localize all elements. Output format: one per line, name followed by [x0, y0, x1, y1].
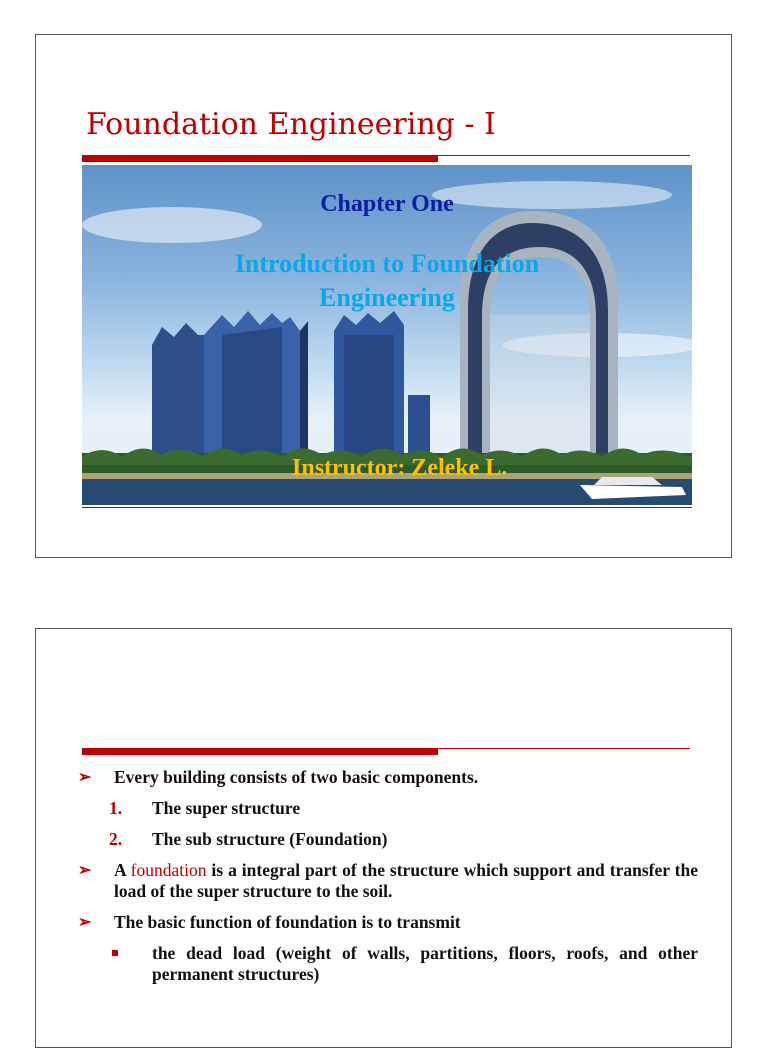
item-text: The sub structure (Foundation)	[152, 829, 388, 849]
arrow-bullet-icon: ➢	[78, 862, 92, 879]
square-bullet-icon	[112, 950, 118, 956]
header-rule-thick	[82, 748, 438, 755]
sub-bullet-text: the dead load (weight of walls, partitions, floors, roofs, and other permanent structures)	[152, 943, 698, 984]
slide-title: Foundation Engineering - I	[86, 107, 496, 142]
arrow-bullet-icon: ➢	[78, 914, 92, 931]
bullet-item	[78, 860, 698, 902]
bullet-text: Every building consists of two basic components.	[114, 767, 479, 787]
title-rule-thin	[438, 155, 690, 156]
arrow-bullet-icon: ➢	[78, 769, 92, 786]
instructor-name: Instructor: Zeleke L.	[292, 455, 508, 481]
sub-bullet-item	[78, 943, 698, 985]
slide-1	[35, 34, 732, 558]
bullet-list	[78, 767, 698, 985]
hero-bottom-rule	[82, 507, 692, 508]
bullet-item	[78, 912, 698, 933]
chapter-heading: Chapter One	[320, 191, 454, 217]
item-text: The super structure	[152, 798, 301, 818]
chapter-subtitle-line-2: Engineering	[319, 283, 455, 312]
slide-2	[35, 628, 732, 1048]
bullet-text-suffix: is a integral part of the structure which support and transfer the load of the super structure to the soil.	[114, 860, 698, 901]
item-number: 1.	[109, 798, 123, 818]
numbered-item	[78, 798, 698, 819]
bullet-item	[78, 767, 698, 788]
header-rule-thin	[438, 748, 690, 749]
title-rule-thick	[82, 155, 438, 162]
hero-image	[82, 165, 692, 505]
highlight-term: foundation	[130, 860, 207, 880]
chapter-subtitle	[82, 247, 692, 315]
bullet-text-prefix: A	[114, 860, 131, 880]
bullet-text: The basic function of foundation is to transmit	[114, 912, 461, 932]
item-number: 2.	[109, 829, 123, 849]
numbered-item	[78, 829, 698, 850]
chapter-subtitle-line-1: Introduction to Foundation	[234, 249, 540, 278]
